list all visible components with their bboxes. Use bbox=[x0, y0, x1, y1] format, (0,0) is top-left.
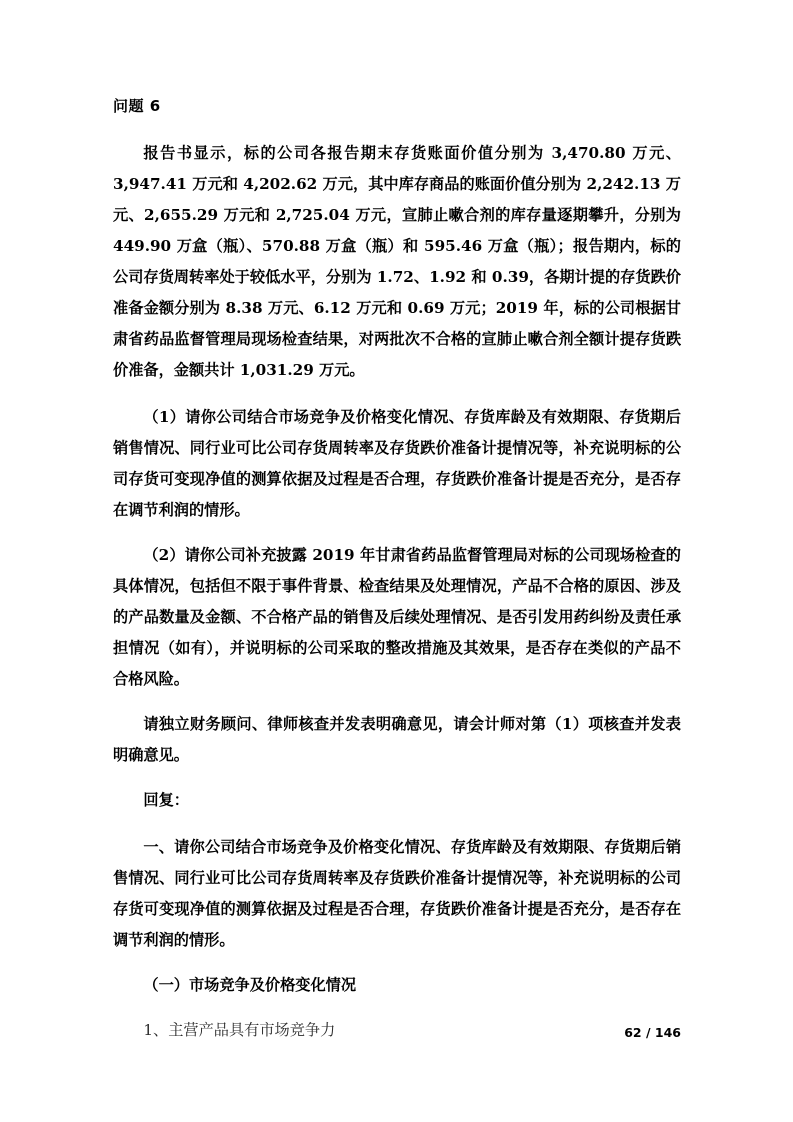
paragraph-reply-label: 回复： bbox=[143, 791, 189, 809]
paragraph-question-2: （2）请你公司补充披露 2019 年甘肃省药品监督管理局对标的公司现场检查的具体情况，包括但不限于事件背景、检查结果及处理情况，产品不合格的原因、涉及的产品数量及金额、不合格产品的销售及后续处理情况、是否引发用药纠纷及责任承担情况（如有），并说明标的公司采取的整改措施及其效果，是否存在类似的产品不合格风险。 bbox=[113, 546, 681, 688]
paragraph-item-one: 1、主营产品具有市场竞争力 bbox=[143, 1021, 336, 1039]
paragraph-reply-section-one: 一、请你公司结合市场竞争及价格变化情况、存货库龄及有效期限、存货期后销售情况、同行业可比公司存货周转率及存货跌价准备计提情况等，补充说明标的公司存货可变现净值的测算依据及过程是否合理，存货跌价准备计提是否充分，是否存在调节利润的情形。 bbox=[113, 838, 681, 949]
paragraph-question-1: （1）请你公司结合市场竞争及价格变化情况、存货库龄及有效期限、存货期后销售情况、同行业可比公司存货周转率及存货跌价准备计提情况等，补充说明标的公司存货可变现净值的测算依据及过程是否合理，存货跌价准备计提是否充分，是否存在调节利润的情形。 bbox=[113, 408, 681, 519]
paragraph-disclosure-summary: 报告书显示，标的公司各报告期末存货账面价值分别为 3,470.80 万元、3,947.41 万元和 4,202.62 万元，其中库存商品的账面价值分别为 2,242.13 万元、2,655.29 万元和 2,725.04 万元，宣肺止嗽合剂的库存量逐期攀升，分别为 449.90 万盒（瓶）、570.88 万盒（瓶）和 595.46 万盒（瓶）；报告期内，标的公司存货周转率处于较低水平，分别为 1.72、1.92 和 0.39，各期计提的存货跌价准备金额分别为 8.38 万元、6.12 万元和 0.69 万元；2019 年，标的公司根据甘肃省药品监督管理局现场检查结果，对两批次不合格的宣肺止嗽合剂全额计提存货跌价准备，金额共计 1,031.29 万元。 bbox=[113, 144, 681, 379]
question-heading: 问题 6 bbox=[113, 97, 161, 115]
page-number: 62 / 146 bbox=[624, 1025, 681, 1040]
page-content bbox=[113, 95, 681, 1060]
paragraph-subsection-one: （一）市场竞争及价格变化情况 bbox=[143, 976, 357, 994]
paragraph-verification-request: 请独立财务顾问、律师核查并发表明确意见，请会计师对第（1）项核查并发表明确意见。 bbox=[113, 715, 681, 764]
